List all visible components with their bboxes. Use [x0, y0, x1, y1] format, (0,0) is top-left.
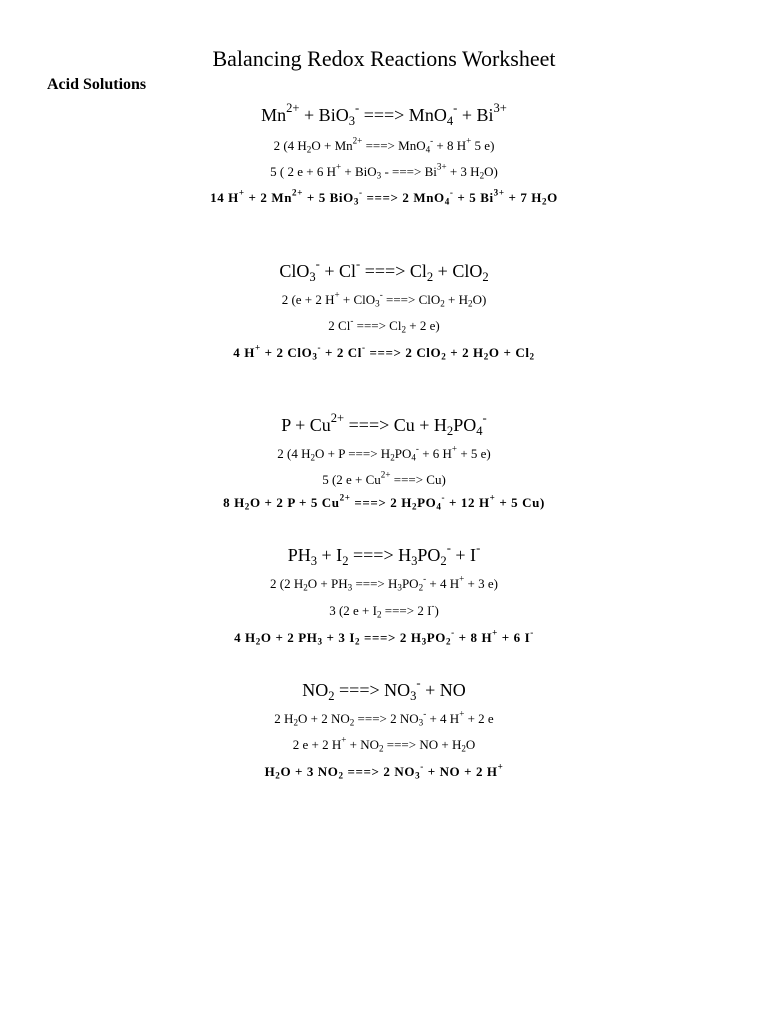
problem-2-equation: ClO$_3$- + Cl- ===> $Cl_2 + ClO_2$	[279, 257, 489, 284]
subscript: 3	[310, 553, 318, 568]
superscript: -	[423, 573, 427, 584]
subscript: 3	[421, 636, 427, 647]
subscript: 2	[338, 770, 344, 781]
problem-4-equation: $PH_3 + I_2$ ===> $H_3PO_2^- + I^-$	[287, 541, 481, 568]
problem-2-answer: 4 H+ + 2 ClO$_3$- + 2 Cl- ===> 2 ClO$_2$ + 2 $H_2O + Cl_2$	[233, 342, 535, 362]
subscript: 2	[310, 452, 315, 463]
superscript: -	[355, 101, 360, 116]
superscript: +	[341, 734, 347, 745]
superscript: -	[350, 315, 354, 326]
problem-1-step-2: 5 ( 2 e + 6 H+ + BiO$_3$ - ===> $Bi^{3+} + 3$ $H_2O$)	[270, 161, 498, 181]
subscript: 2	[440, 553, 447, 568]
problem-4-step-1: 2 (2 $H_2O + PH_3$ ===> $H_3PO_2^- + 4$ H+ + 3 e)	[270, 573, 498, 593]
subscript: 2	[541, 196, 548, 207]
superscript: 2+	[339, 492, 351, 503]
superscript: +	[466, 135, 472, 146]
superscript: -	[379, 289, 383, 300]
subscript: 2	[390, 452, 395, 463]
superscript: 2+	[380, 469, 391, 480]
subscript: 3	[375, 298, 380, 309]
superscript: +	[254, 342, 261, 353]
subscript: 2	[411, 501, 418, 512]
superscript: -	[362, 342, 366, 353]
superscript: 2+	[352, 135, 363, 146]
subscript: 2	[244, 501, 250, 512]
subscript: 2	[401, 324, 407, 335]
subscript: 2	[441, 351, 447, 362]
subscript: 3	[415, 770, 421, 781]
subscript: 2	[275, 770, 281, 781]
problem-1-answer: 14 H+ + 2 $Mn^{2+} + 5$ BiO$_3$- ===> 2 MnO$_4$- + 5 $Bi^{3+} + 7$ $H_2O$	[210, 187, 558, 207]
superscript: -	[482, 411, 487, 426]
superscript: -	[415, 443, 419, 454]
subscript: 2	[342, 553, 349, 568]
subscript: 2	[376, 609, 382, 620]
subscript: 2	[355, 636, 361, 647]
superscript: +	[334, 289, 340, 300]
superscript: 2+	[292, 187, 303, 198]
subscript: 2	[378, 743, 384, 754]
superscript: -	[423, 708, 427, 719]
problem-3-step-2: 5 (2 $e + Cu^{2+}$ ===> Cu)	[322, 469, 446, 487]
subscript: 3	[312, 351, 318, 362]
worksheet-title: Balancing Redox Reactions Worksheet	[212, 46, 556, 71]
superscript: +	[459, 573, 465, 584]
subscript: 3	[376, 170, 382, 181]
subscript: 2	[446, 423, 454, 438]
subscript: 2	[303, 582, 308, 593]
superscript: +	[238, 187, 245, 198]
subscript: 2	[482, 269, 489, 284]
subscript: 4	[446, 113, 454, 128]
superscript: -	[431, 600, 435, 611]
subscript: 3	[309, 269, 316, 284]
superscript: -	[451, 627, 455, 638]
subscript: 3	[348, 113, 355, 128]
subscript: 2	[445, 636, 452, 647]
problem-4-step-2: 3 (2 $e + I_2$ ===> 2 I-)	[329, 600, 439, 620]
problem-4-answer: 4 $H_2O + 2$ $PH_3 + 3$ $I_2$ ===> 2 $H_3PO_2^- + 8$ H+ + 6 I-	[234, 627, 534, 647]
subscript: 3	[353, 196, 359, 207]
subscript: 4	[425, 144, 431, 155]
problem-3-step-1: 2 (4 $H_2O + P$ ===> $H_2PO_4^- + 6$ H+ + 5 e)	[277, 443, 491, 463]
subscript: 2	[468, 298, 473, 309]
subscript: 3	[410, 688, 417, 703]
superscript: -	[430, 135, 434, 146]
subscript: 3	[317, 636, 323, 647]
superscript: -	[359, 187, 363, 198]
superscript: 2+	[330, 411, 345, 426]
problem-1-equation: $Mn^{2+} + BiO_3^-$ ===> $MnO_4^- + Bi^{3+}$	[261, 101, 507, 128]
superscript: +	[489, 492, 496, 503]
superscript: -	[446, 541, 451, 556]
subscript: 3	[397, 582, 402, 593]
subscript: 2	[255, 636, 261, 647]
subscript: 2	[293, 717, 298, 728]
subscript: 2	[328, 688, 335, 703]
subscript: 3	[411, 553, 418, 568]
problem-3-equation: $P + Cu^{2+}$ ===> $Cu + H_2PO_4^-$	[281, 411, 487, 438]
subscript: 2	[349, 717, 355, 728]
subscript: 2	[479, 170, 485, 181]
problem-5-answer: $H_2O + 3$ $NO_2$ ===> 2 $NO_3^-$ + NO + 2 H+	[264, 761, 504, 781]
subscript: 4	[436, 501, 442, 512]
problem-2-step-1: 2 (e + 2 H+ + ClO$_3$- ===> $ClO_2 + H_2O$)	[281, 289, 487, 309]
subscript: 2	[306, 144, 312, 155]
superscript: -	[449, 187, 454, 198]
subscript: 2	[461, 743, 466, 754]
superscript: 3+	[493, 101, 507, 116]
subscript: 2	[440, 298, 445, 309]
superscript: +	[459, 708, 465, 719]
problem-5-step-2: 2 e + 2 $H^+ + NO_2$ ===> NO + $H_2O$	[292, 734, 476, 754]
subscript: 3	[418, 717, 424, 728]
subscript: 2	[529, 351, 535, 362]
problem-1-step-1: 2 (4 $H_2O + Mn^{2+}$ ===> MnO$_4$- + 8 H+ 5 e)	[273, 135, 495, 155]
superscript: -	[420, 761, 424, 772]
superscript: -	[476, 541, 481, 556]
superscript: 2+	[286, 101, 300, 116]
superscript: -	[416, 676, 421, 691]
superscript: -	[453, 101, 458, 116]
subscript: 4	[476, 423, 483, 438]
superscript: +	[451, 443, 458, 454]
problem-5-equation: $NO_2$ ===> $NO_3^-$ + NO	[302, 676, 466, 703]
subscript: 2	[483, 351, 489, 362]
superscript: 3+	[493, 187, 505, 198]
problem-2-step-2: 2 Cl- ===> $Cl_2 + 2$ e)	[328, 315, 440, 335]
superscript: -	[317, 342, 322, 353]
superscript: +	[497, 761, 504, 772]
subscript: 2	[418, 582, 424, 593]
section-heading: Acid Solutions	[47, 76, 147, 93]
superscript: +	[335, 161, 342, 172]
subscript: 2	[426, 269, 434, 284]
subscript: 3	[347, 582, 353, 593]
problem-5-step-1: 2 $H_2O + 2$ $NO_2$ ===> 2 $NO_3^- + 4$ H+ + 2 e	[274, 708, 494, 728]
superscript: 3+	[436, 161, 447, 172]
superscript: +	[492, 627, 498, 638]
superscript: -	[315, 257, 320, 272]
problem-3-answer: 8 $H_2O + 2$ P + 5 $Cu^{2+}$ ===> 2 $H_2PO_4^- + 12$ H+ + 5 Cu)	[223, 492, 545, 512]
subscript: 4	[444, 196, 450, 207]
subscript: 4	[411, 452, 416, 463]
superscript: -	[530, 627, 534, 638]
superscript: -	[356, 257, 361, 272]
superscript: -	[441, 492, 446, 503]
